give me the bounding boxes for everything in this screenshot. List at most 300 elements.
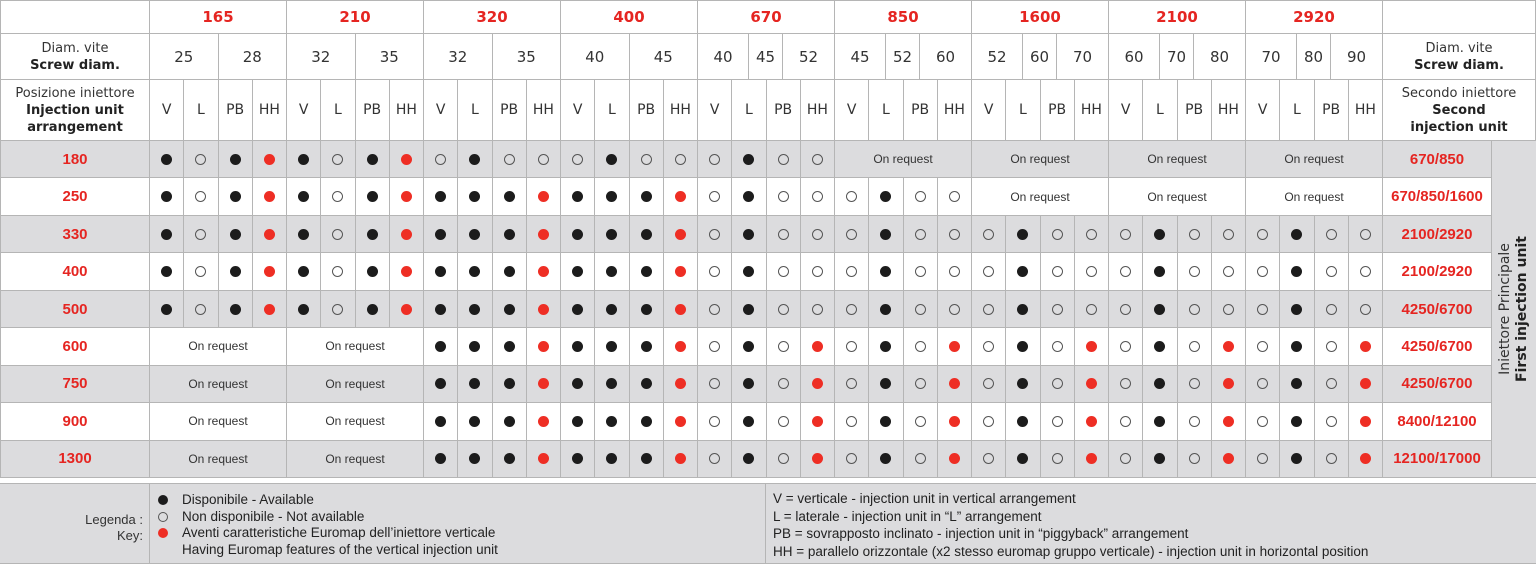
availability-cell: [527, 291, 561, 328]
not-available-circle-icon: [1189, 266, 1200, 277]
availability-cell: [698, 178, 732, 215]
available-dot-icon: [880, 378, 891, 389]
availability-cell: [630, 141, 664, 178]
not-available-circle-icon: [915, 341, 926, 352]
arrangement-header-v: V: [1109, 80, 1143, 141]
availability-cell: [835, 441, 869, 478]
euromap-red-dot-icon: [538, 453, 549, 464]
not-available-circle-icon: [1086, 229, 1097, 240]
available-dot-icon: [298, 191, 309, 202]
availability-cell: [561, 441, 595, 478]
second-injection-cell: 4250/6700: [1383, 366, 1492, 403]
availability-cell: [1143, 216, 1177, 253]
availability-cell: [1178, 253, 1212, 290]
not-available-circle-icon: [1189, 341, 1200, 352]
available-dot-icon: [435, 453, 446, 464]
availability-cell: [184, 253, 218, 290]
available-dot-icon: [469, 304, 480, 315]
available-dot-icon: [161, 266, 172, 277]
availability-cell: [458, 291, 492, 328]
availability-cell: [527, 178, 561, 215]
not-available-circle-icon: [1120, 453, 1131, 464]
availability-cell: [972, 366, 1006, 403]
arrangement-header-l: L: [321, 80, 355, 141]
not-available-circle-icon: [709, 154, 720, 165]
euromap-red-dot-icon: [1086, 453, 1097, 464]
availability-cell: [1006, 216, 1040, 253]
available-dot-icon: [367, 304, 378, 315]
tonnage-cell: 900: [0, 403, 150, 440]
available-dot-icon: [1154, 453, 1165, 464]
euromap-red-dot-icon: [675, 191, 686, 202]
available-dot-icon: [298, 154, 309, 165]
availability-cell: [287, 216, 321, 253]
legend-panel: [0, 483, 1536, 564]
available-dot-icon: [1154, 341, 1165, 352]
not-available-circle-icon: [846, 229, 857, 240]
not-available-circle-icon: [709, 341, 720, 352]
availability-cell: [801, 441, 835, 478]
legend-item-label: Disponibile - Available: [182, 492, 314, 507]
euromap-red-dot-icon: [812, 416, 823, 427]
screw-diameter-header: 28: [219, 34, 288, 80]
not-available-circle-icon: [1189, 304, 1200, 315]
on-request-cell: On request: [1246, 178, 1383, 215]
availability-cell: [801, 141, 835, 178]
availability-cell: [356, 253, 390, 290]
screw-diameter-header: 32: [287, 34, 356, 80]
availability-cell: [664, 178, 698, 215]
availability-cell: [801, 366, 835, 403]
availability-cell: [1280, 441, 1314, 478]
euromap-red-dot-icon: [264, 266, 275, 277]
euromap-red-dot-icon: [812, 453, 823, 464]
euromap-red-dot-icon: [812, 341, 823, 352]
euromap-red-dot-icon: [264, 304, 275, 315]
availability-cell: [869, 291, 903, 328]
not-available-circle-icon: [778, 416, 789, 427]
definition-v: V = verticale - injection unit in vertical arrangement: [773, 491, 1076, 506]
legend-item-label: Aventi caratteristiche Euromap dell’iniettore verticale: [182, 525, 496, 540]
available-dot-icon: [1017, 453, 1028, 464]
not-available-circle-icon: [1086, 304, 1097, 315]
screw-diameter-header: 80: [1297, 34, 1331, 80]
not-available-circle-icon: [846, 378, 857, 389]
availability-cell: [732, 216, 766, 253]
availability-cell: [184, 216, 218, 253]
availability-cell: [767, 366, 801, 403]
euromap-red-dot-icon: [949, 341, 960, 352]
available-dot-icon: [1154, 416, 1165, 427]
availability-cell: [1315, 441, 1349, 478]
euromap-red-dot-icon: [675, 229, 686, 240]
availability-cell: [390, 291, 424, 328]
on-request-cell: On request: [150, 441, 287, 478]
not-available-circle-icon: [846, 266, 857, 277]
availability-cell: [801, 291, 835, 328]
available-dot-icon: [1291, 416, 1302, 427]
not-available-circle-icon: [846, 341, 857, 352]
availability-cell: [869, 366, 903, 403]
availability-cell: [458, 403, 492, 440]
available-dot-icon: [880, 416, 891, 427]
availability-cell: [1280, 366, 1314, 403]
available-dot-icon: [1291, 341, 1302, 352]
availability-cell: [219, 141, 253, 178]
availability-cell: [1041, 366, 1075, 403]
screw-diam-label-it: Diam. vite: [41, 40, 109, 56]
available-dot-icon: [230, 304, 241, 315]
available-dot-icon: [743, 341, 754, 352]
available-dot-icon: [572, 341, 583, 352]
availability-cell: [424, 441, 458, 478]
available-dot-icon: [469, 266, 480, 277]
available-dot-icon: [504, 229, 515, 240]
arrangement-header-pb: PB: [904, 80, 938, 141]
arrangement-header-hh: HH: [390, 80, 424, 141]
availability-cell: [595, 216, 629, 253]
model-header: 2920: [1246, 0, 1383, 34]
available-dot-icon: [367, 229, 378, 240]
available-dot-icon: [880, 191, 891, 202]
availability-cell: [424, 366, 458, 403]
euromap-red-dot-icon: [1223, 453, 1234, 464]
not-available-circle-icon: [812, 229, 823, 240]
availability-cell: [424, 328, 458, 365]
not-available-circle-icon: [1360, 304, 1371, 315]
second-injection-label: [1383, 80, 1536, 141]
not-available-circle-icon: [983, 266, 994, 277]
arrangement-header-l: L: [869, 80, 903, 141]
availability-cell: [390, 141, 424, 178]
availability-cell: [1109, 366, 1143, 403]
availability-cell: [1075, 291, 1109, 328]
position-label-en-1: Injection unit: [26, 102, 124, 118]
availability-cell: [458, 253, 492, 290]
not-available-circle-icon: [1052, 416, 1063, 427]
not-available-circle-icon: [641, 154, 652, 165]
not-available-circle-icon: [504, 154, 515, 165]
not-available-circle-icon: [949, 191, 960, 202]
availability-cell: [767, 441, 801, 478]
availability-cell: [767, 141, 801, 178]
available-dot-icon: [230, 191, 241, 202]
availability-cell: [1280, 291, 1314, 328]
not-available-circle-icon: [332, 191, 343, 202]
available-dot-icon: [469, 416, 480, 427]
availability-cell: [1143, 253, 1177, 290]
euromap-red-dot-icon: [264, 154, 275, 165]
availability-cell: [321, 141, 355, 178]
not-available-circle-icon: [1086, 266, 1097, 277]
arrangement-header-pb: PB: [1315, 80, 1349, 141]
euromap-red-dot-icon: [401, 304, 412, 315]
available-dot-icon: [572, 191, 583, 202]
model-header: 670: [698, 0, 835, 34]
availability-cell: [904, 366, 938, 403]
availability-cell: [561, 253, 595, 290]
arrangement-header-pb: PB: [1041, 80, 1075, 141]
not-available-circle-icon: [812, 266, 823, 277]
not-available-circle-icon: [1189, 453, 1200, 464]
availability-cell: [767, 178, 801, 215]
availability-cell: [630, 441, 664, 478]
second-injection-label-it: Secondo iniettore: [1401, 85, 1517, 101]
not-available-circle-icon: [983, 229, 994, 240]
availability-cell: [458, 328, 492, 365]
availability-cell: [1349, 216, 1383, 253]
available-dot-icon: [1154, 378, 1165, 389]
availability-cell: [1075, 253, 1109, 290]
on-request-cell: On request: [1246, 141, 1383, 178]
not-available-circle-icon: [1052, 453, 1063, 464]
arrangement-header-hh: HH: [1212, 80, 1246, 141]
arrangement-header-v: V: [835, 80, 869, 141]
availability-cell: [835, 178, 869, 215]
available-dot-icon: [161, 304, 172, 315]
available-dot-icon: [641, 341, 652, 352]
availability-cell: [1006, 403, 1040, 440]
available-dot-icon: [469, 191, 480, 202]
availability-cell: [150, 178, 184, 215]
second-injection-cell: 670/850: [1383, 141, 1492, 178]
availability-cell: [561, 291, 595, 328]
available-dot-icon: [469, 341, 480, 352]
availability-cell: [938, 366, 972, 403]
availability-cell: [493, 366, 527, 403]
not-available-circle-icon: [983, 378, 994, 389]
not-available-circle-icon: [846, 304, 857, 315]
availability-cell: [356, 291, 390, 328]
available-dot-icon: [606, 229, 617, 240]
euromap-red-dot-icon: [1360, 416, 1371, 427]
arrangement-header-v: V: [561, 80, 595, 141]
availability-cell: [1212, 216, 1246, 253]
availability-cell: [1280, 403, 1314, 440]
not-available-circle-icon: [983, 341, 994, 352]
not-available-circle-icon: [709, 266, 720, 277]
on-request-cell: On request: [287, 403, 424, 440]
available-dot-icon: [641, 453, 652, 464]
screw-diameter-header: 45: [835, 34, 886, 80]
not-available-circle-icon: [709, 416, 720, 427]
available-dot-icon: [435, 378, 446, 389]
arrangement-header-hh: HH: [801, 80, 835, 141]
availability-cell: [1178, 441, 1212, 478]
not-available-circle-icon: [332, 154, 343, 165]
availability-cell: [1246, 328, 1280, 365]
not-available-circle-icon: [1120, 229, 1131, 240]
on-request-cell: On request: [835, 141, 972, 178]
not-available-circle-icon: [949, 266, 960, 277]
arrangement-header-v: V: [972, 80, 1006, 141]
availability-cell: [972, 403, 1006, 440]
available-dot-icon: [743, 416, 754, 427]
available-dot-icon: [230, 266, 241, 277]
available-dot-icon: [743, 229, 754, 240]
not-available-circle-icon: [846, 453, 857, 464]
availability-cell: [493, 328, 527, 365]
euromap-red-dot-icon: [1360, 341, 1371, 352]
not-available-circle-icon: [983, 453, 994, 464]
availability-cell: [801, 216, 835, 253]
availability-cell: [664, 253, 698, 290]
screw-diam-label-right: [1383, 34, 1536, 80]
available-dot-icon: [1017, 304, 1028, 315]
available-dot-icon: [880, 229, 891, 240]
arrangement-header-hh: HH: [938, 80, 972, 141]
availability-cell: [1315, 366, 1349, 403]
availability-cell: [595, 253, 629, 290]
not-available-circle-icon: [1326, 453, 1337, 464]
availability-cell: [732, 328, 766, 365]
model-header: 210: [287, 0, 424, 34]
availability-cell: [938, 253, 972, 290]
availability-cell: [904, 178, 938, 215]
not-available-circle-icon: [915, 378, 926, 389]
availability-cell: [1349, 328, 1383, 365]
model-header: 2100: [1109, 0, 1246, 34]
not-available-circle-icon: [195, 304, 206, 315]
availability-cell: [835, 216, 869, 253]
arrangement-header-hh: HH: [1349, 80, 1383, 141]
availability-cell: [1246, 441, 1280, 478]
not-available-circle-icon: [1257, 304, 1268, 315]
on-request-cell: On request: [150, 366, 287, 403]
availability-cell: [972, 441, 1006, 478]
availability-cell: [1143, 366, 1177, 403]
arrangement-header-l: L: [184, 80, 218, 141]
not-available-circle-icon: [1326, 341, 1337, 352]
availability-cell: [1109, 291, 1143, 328]
not-available-circle-icon: [1052, 341, 1063, 352]
tonnage-cell: 330: [0, 216, 150, 253]
available-dot-icon: [367, 266, 378, 277]
on-request-cell: On request: [1109, 141, 1246, 178]
available-dot-icon: [435, 191, 446, 202]
not-available-circle-icon: [1052, 378, 1063, 389]
not-available-circle-icon: [1120, 378, 1131, 389]
arrangement-header-l: L: [1280, 80, 1314, 141]
on-request-cell: On request: [150, 403, 287, 440]
euromap-red-dot-icon: [675, 453, 686, 464]
arrangement-header-hh: HH: [253, 80, 287, 141]
screw-diameter-header: 40: [561, 34, 630, 80]
availability-cell: [698, 441, 732, 478]
not-available-circle-icon: [778, 378, 789, 389]
available-dot-icon: [435, 229, 446, 240]
not-available-circle-icon: [1223, 266, 1234, 277]
euromap-red-dot-icon: [538, 341, 549, 352]
euromap-red-dot-icon: [1223, 416, 1234, 427]
second-injection-label-en-2: injection unit: [1410, 119, 1508, 135]
on-request-cell: On request: [287, 366, 424, 403]
definition-l: L = laterale - injection unit in “L” arrangement: [773, 508, 1042, 524]
not-available-circle-icon: [1257, 378, 1268, 389]
availability-cell: [390, 178, 424, 215]
not-available-circle-icon: [949, 304, 960, 315]
availability-cell: [904, 253, 938, 290]
available-dot-icon: [1291, 304, 1302, 315]
availability-cell: [767, 253, 801, 290]
arrangement-header-pb: PB: [630, 80, 664, 141]
tonnage-cell: 180: [0, 141, 150, 178]
screw-diam-label-right-en: Screw diam.: [1414, 57, 1504, 73]
euromap-red-dot-icon: [401, 229, 412, 240]
euromap-red-dot-icon: [538, 378, 549, 389]
availability-cell: [1212, 291, 1246, 328]
availability-cell: [1109, 328, 1143, 365]
availability-cell: [493, 216, 527, 253]
availability-cell: [458, 441, 492, 478]
availability-cell: [287, 178, 321, 215]
availability-cell: [972, 216, 1006, 253]
availability-cell: [1315, 403, 1349, 440]
available-dot-icon: [435, 341, 446, 352]
not-available-circle-icon: [1223, 304, 1234, 315]
definition-pb: PB = sovrapposto inclinato - injection unit in “piggyback” arrangement: [773, 526, 1189, 541]
available-dot-icon: [1291, 453, 1302, 464]
arrangement-header-pb: PB: [356, 80, 390, 141]
available-dot-icon: [1017, 229, 1028, 240]
euromap-red-dot-icon: [1360, 378, 1371, 389]
not-available-circle-icon: [846, 416, 857, 427]
not-available-circle-icon: [1120, 304, 1131, 315]
availability-cell: [561, 141, 595, 178]
screw-diameter-header: 45: [749, 34, 783, 80]
availability-cell: [767, 291, 801, 328]
availability-cell: [253, 141, 287, 178]
availability-cell: [1075, 366, 1109, 403]
availability-cell: [1041, 216, 1075, 253]
available-dot-icon: [367, 191, 378, 202]
available-dot-icon: [230, 154, 241, 165]
available-dot-icon: [1291, 378, 1302, 389]
not-available-circle-icon: [915, 304, 926, 315]
availability-cell: [1006, 253, 1040, 290]
availability-cell: [1349, 253, 1383, 290]
not-available-circle-icon: [332, 304, 343, 315]
not-available-circle-icon: [778, 191, 789, 202]
available-dot-icon: [880, 304, 891, 315]
availability-cell: [1041, 403, 1075, 440]
available-dot-icon: [367, 154, 378, 165]
availability-cell: [219, 253, 253, 290]
euromap-red-dot-icon: [675, 378, 686, 389]
euromap-red-dot-icon: [538, 191, 549, 202]
not-available-circle-icon: [572, 154, 583, 165]
availability-cell: [938, 328, 972, 365]
availability-cell: [527, 253, 561, 290]
not-available-circle-icon: [1257, 229, 1268, 240]
screw-diam-label-en: Screw diam.: [30, 57, 120, 73]
euromap-red-dot-icon: [264, 191, 275, 202]
available-dot-icon: [743, 154, 754, 165]
availability-cell: [1006, 366, 1040, 403]
available-dot-icon: [504, 416, 515, 427]
availability-cell: [698, 291, 732, 328]
availability-cell: [938, 441, 972, 478]
screw-diameter-header: 52: [886, 34, 920, 80]
available-dot-icon: [606, 416, 617, 427]
available-dot-icon: [504, 191, 515, 202]
second-injection-label-en-1: Second: [1432, 102, 1486, 118]
availability-cell: [287, 141, 321, 178]
available-dot-icon: [572, 229, 583, 240]
availability-cell: [698, 328, 732, 365]
available-dot-icon: [1154, 266, 1165, 277]
availability-cell: [1349, 291, 1383, 328]
